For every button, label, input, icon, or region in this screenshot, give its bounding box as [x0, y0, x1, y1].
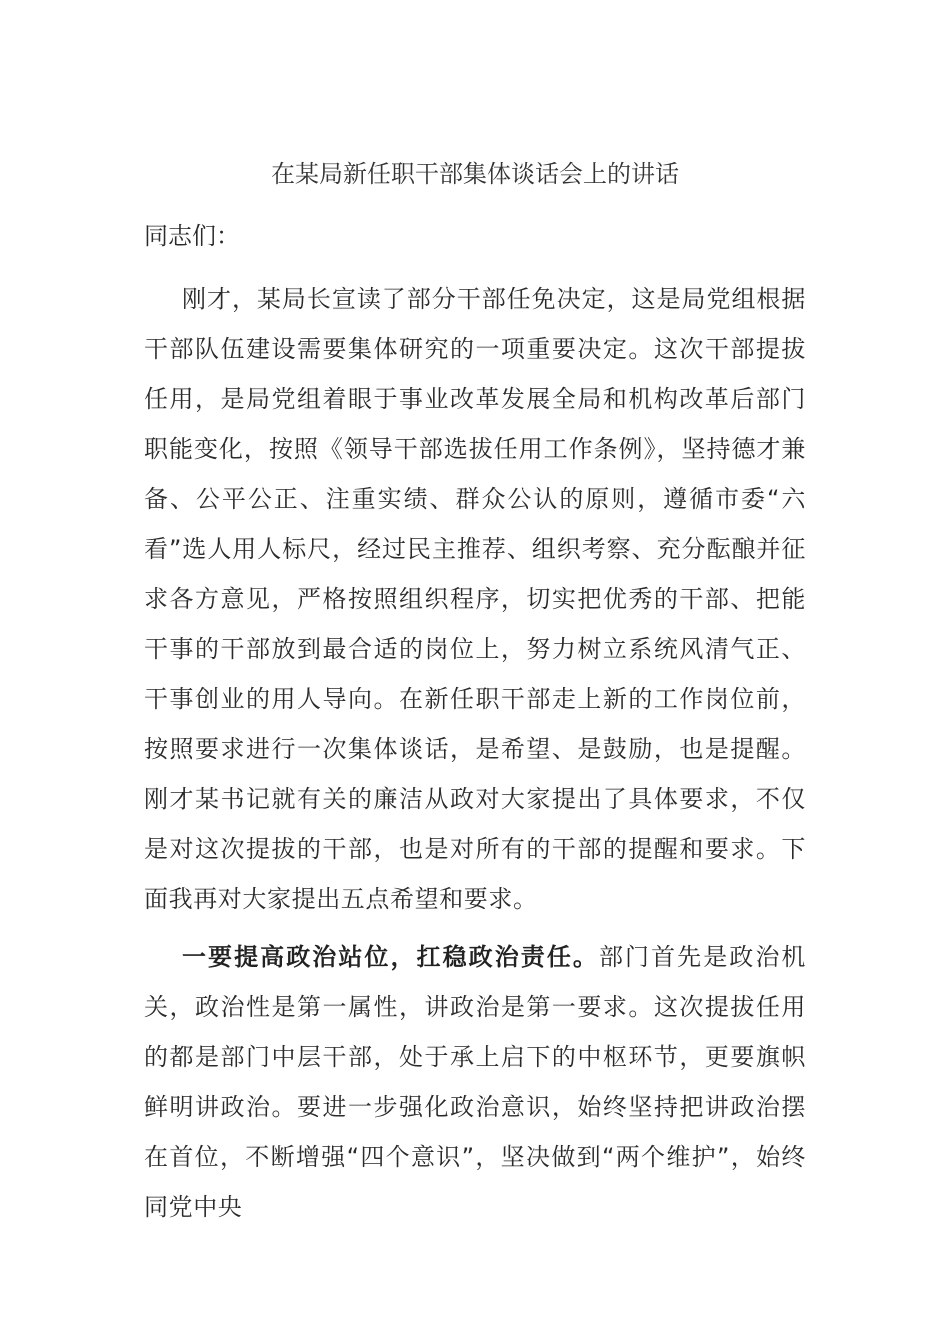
paragraph-1	[144, 274, 806, 924]
salutation: 同志们：	[144, 222, 240, 250]
paragraph-2-lead: 一要提高政治站位，扛稳政治责任。	[182, 943, 599, 971]
paragraph-1-text: 刚才，某局长宣读了部分干部任免决定，这是局党组根据干部队伍建设需要集体研究的一项重要决定。这次干部提拔任用，是局党组着眼于事业改革发展全局和机构改革后部门职能变化，按照《领导干部选拔任用工作条例》，坚持德才兼备、公平公正、注重实绩、群众公认的原则，遵循市委“六看”选人用人标尺，经过民主推荐、组织考察、充分酝酿并征求各方意见，严格按照组织程序，切实把优秀的干部、把能干事的干部放到最合适的岗位上，努力树立系统风清气正、干事创业的用人导向。在新任职干部走上新的工作岗位前，按照要求进行一次集体谈话，是希望、是鼓励，也是提醒。刚才某书记就有关的廉洁从政对大家提出了具体要求，不仅是对这次提拔的干部，也是对所有的干部的提醒和要求。下面我再对大家提出五点希望和要求。	[144, 285, 806, 913]
paragraph-2	[144, 932, 806, 1232]
paragraph-2-text: 部门首先是政治机关，政治性是第一属性，讲政治是第一要求。这次提拔任用的都是部门中层干部，处于承上启下的中枢环节，更要旗帜鲜明讲政治。要进一步强化政治意识，始终坚持把讲政治摆在首位，不断增强“四个意识”，坚决做到“两个维护”，始终同党中央	[144, 943, 806, 1221]
document-title: 在某局新任职干部集体谈话会上的讲话	[271, 160, 679, 188]
